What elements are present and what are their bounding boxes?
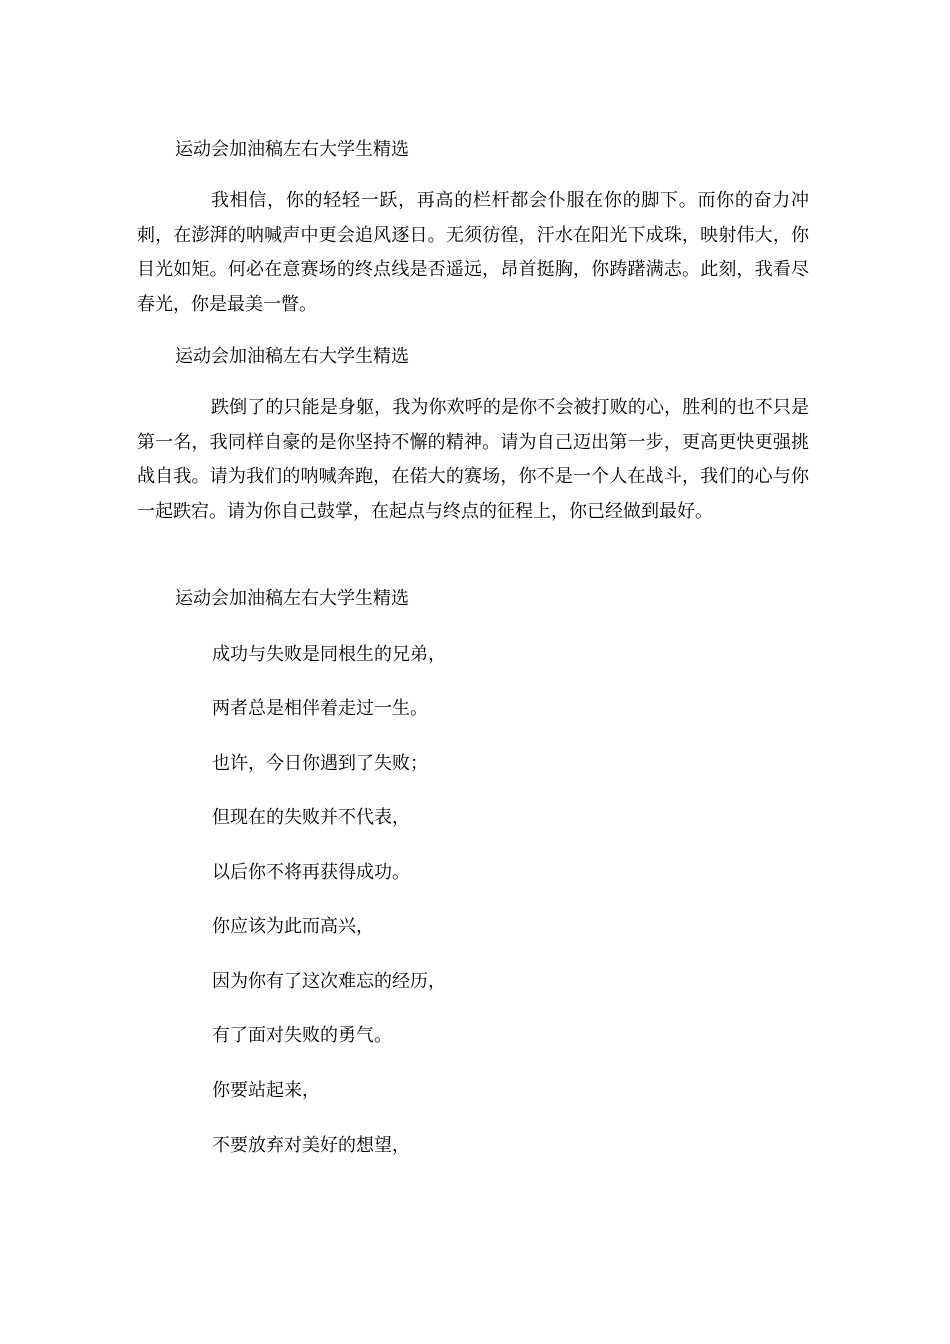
verse-line: 不要放弃对美好的想望， — [212, 1135, 410, 1156]
section-heading: 运动会加油稿左右大学生精选 — [175, 139, 409, 160]
verse-line: 你要站起来， — [212, 1080, 320, 1101]
paragraph: 跌倒了的只能是身躯，我为你欢呼的是你不会被打败的心，胜利的也不只是第一名，我同样自豪的是你坚持不懈的精神。请为自己迈出第一步，更高更快更强挑战自我。请为我们的呐喊奔跑，在偌大的赛场，你不是一个人在战斗，我们的心与你一起跌宕。请为你自己鼓掌，在起点与终点的征程上，你已经做到最好。 — [137, 397, 809, 522]
verse-line: 成功与失败是同根生的兄弟， — [212, 644, 446, 665]
verse-line: 以后你不将再获得成功。 — [212, 862, 410, 883]
verse-line: 但现在的失败并不代表， — [212, 807, 410, 828]
verse-line: 也许，今日你遇到了失败； — [212, 753, 428, 774]
verse-line: 有了面对失败的勇气。 — [212, 1025, 392, 1046]
verse-line: 因为你有了这次难忘的经历， — [212, 971, 446, 992]
verse-line: 两者总是相伴着走过一生。 — [212, 698, 428, 719]
section-heading: 运动会加油稿左右大学生精选 — [175, 588, 409, 609]
section-heading: 运动会加油稿左右大学生精选 — [175, 346, 409, 367]
verse-line: 你应该为此而高兴， — [212, 916, 374, 937]
paragraph: 我相信，你的轻轻一跃，再高的栏杆都会仆服在你的脚下。而你的奋力冲刺，在澎湃的呐喊声中更会追风逐日。无须彷徨，汗水在阳光下成珠，映射伟大，你目光如矩。何必在意赛场的终点线是否遥远，昂首挺胸，你踌躇满志。此刻，我看尽春光，你是最美一瞥。 — [137, 190, 809, 315]
